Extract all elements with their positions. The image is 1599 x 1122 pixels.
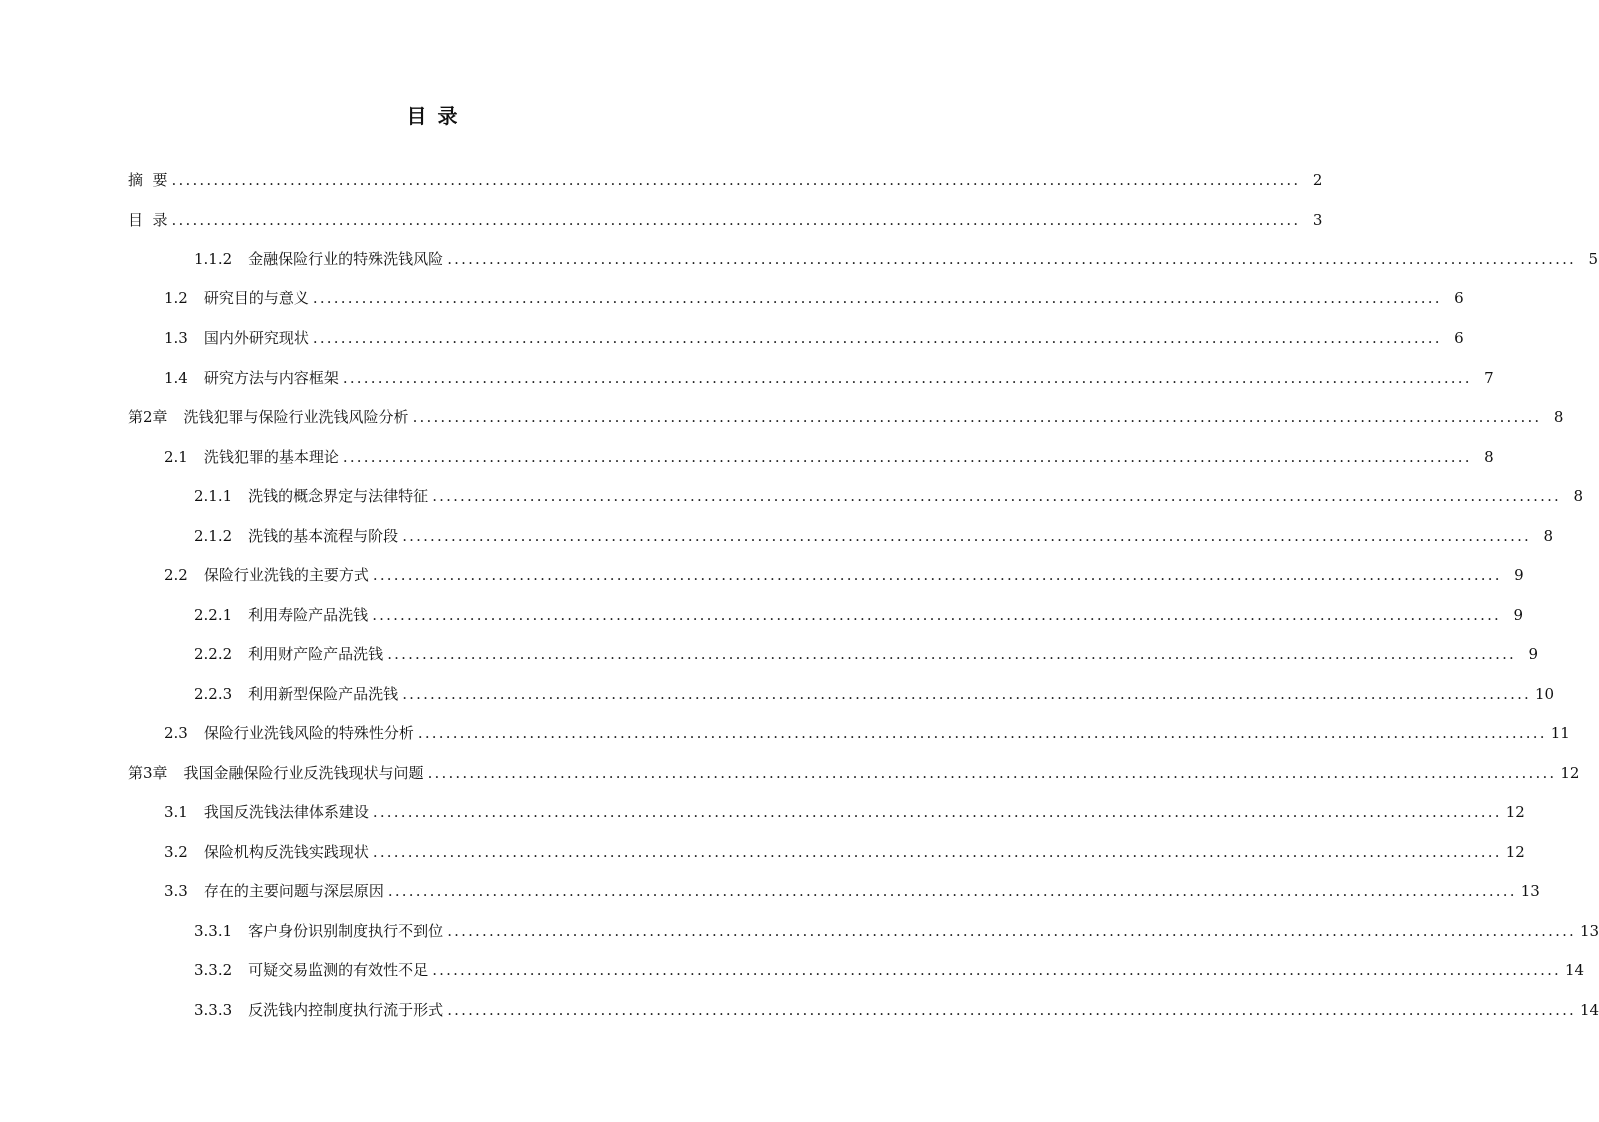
- toc-entry-text: 保险行业洗钱的主要方式: [203, 566, 369, 584]
- toc-entry-2-2-2[interactable]: [0, 634, 1539, 674]
- toc-leader-dots: ..................................................................................................................................................................: [412, 408, 1542, 426]
- toc-entry-number: 3.3.3: [194, 1001, 233, 1019]
- toc-entry-number: 第3章: [128, 764, 168, 782]
- toc-leader-dots: ..................................................................................................................................................................: [372, 803, 1502, 821]
- toc-entry-3-3[interactable]: [0, 871, 1540, 911]
- toc-entry-3-3-2[interactable]: [0, 950, 1585, 990]
- toc-entry-3-3-3[interactable]: [0, 990, 1599, 1030]
- toc-entry-2-1-1[interactable]: [0, 476, 1584, 516]
- toc-entry-number: 2.1.2: [194, 527, 233, 545]
- toc-entry-1-3[interactable]: [0, 318, 1464, 358]
- toc-leader-dots: ..................................................................................................................................................................: [387, 645, 1517, 663]
- toc-entry-number: 2.1.1: [194, 487, 233, 505]
- toc-entry-3-1[interactable]: [0, 792, 1525, 832]
- toc-title: 目 录: [406, 104, 460, 128]
- toc-entry-2-1[interactable]: [0, 437, 1494, 477]
- toc-page-number: 9: [1513, 606, 1524, 624]
- toc-page-number: 6: [1454, 329, 1464, 347]
- toc-entry-1-1-2[interactable]: [0, 239, 1599, 279]
- toc-entry-2-3[interactable]: [0, 713, 1570, 753]
- toc-entry-1-4[interactable]: [0, 358, 1494, 398]
- toc-entry-2-1-2[interactable]: [0, 516, 1554, 556]
- toc-entry-text: 洗钱的基本流程与阶段: [248, 527, 399, 545]
- toc-entry-contents[interactable]: [0, 200, 1323, 240]
- toc-page-number: 13: [1520, 882, 1540, 900]
- toc-page-number: 7: [1484, 369, 1494, 387]
- toc-entry-number: 2.2: [164, 566, 188, 584]
- toc-page-number: 6: [1454, 289, 1464, 307]
- toc-entry-chapter-2[interactable]: [0, 397, 1564, 437]
- toc-page-number: 13: [1580, 922, 1599, 940]
- toc-entry-number: 2.2.3: [194, 685, 233, 703]
- toc-entry-number: 3.3.2: [194, 961, 233, 979]
- toc-entry-text: 研究方法与内容框架: [203, 369, 339, 387]
- toc-leader-dots: ..................................................................................................................................................................: [342, 369, 1472, 387]
- toc-leader-dots: ..................................................................................................................................................................: [447, 1001, 1577, 1019]
- toc-entry-3-2[interactable]: [0, 832, 1525, 872]
- toc-entry-2-2-3[interactable]: [0, 674, 1555, 714]
- toc-page-number: 3: [1312, 211, 1323, 229]
- toc-leader-dots: ..................................................................................................................................................................: [387, 882, 1517, 900]
- toc-page-number: 5: [1588, 250, 1599, 268]
- toc-page-number: 2: [1312, 171, 1323, 189]
- toc-leader-dots: ..................................................................................................................................................................: [402, 685, 1532, 703]
- toc-page-number: 9: [1514, 566, 1524, 584]
- toc-entry-number: 第2章: [128, 408, 168, 426]
- toc-entry-text: 可疑交易监测的有效性不足: [248, 961, 429, 979]
- toc-leader-dots: ..................................................................................................................................................................: [402, 527, 1532, 545]
- toc-leader-dots: ..................................................................................................................................................................: [427, 764, 1557, 782]
- toc-page-number: 12: [1505, 843, 1525, 861]
- toc-page-number: 8: [1484, 448, 1494, 466]
- toc-leader-dots: ..................................................................................................................................................................: [171, 171, 1301, 189]
- toc-entry-number: 2.3: [164, 724, 188, 742]
- toc-entry-text: 反洗钱内控制度执行流于形式: [248, 1001, 444, 1019]
- toc-entry-number: 1.4: [164, 369, 188, 387]
- toc-page-number: 10: [1535, 685, 1555, 703]
- toc-leader-dots: ..................................................................................................................................................................: [432, 487, 1562, 505]
- toc-entry-number: 2.2.1: [194, 606, 233, 624]
- toc-leader-dots: ..................................................................................................................................................................: [372, 843, 1502, 861]
- toc-leader-dots: ..................................................................................................................................................................: [342, 448, 1472, 466]
- toc-entry-1-2[interactable]: [0, 278, 1464, 318]
- toc-entry-number: 3.1: [164, 803, 188, 821]
- toc-leader-dots: ..................................................................................................................................................................: [432, 961, 1562, 979]
- toc-entry-text: 研究目的与意义: [203, 289, 309, 307]
- toc-leader-dots: ..................................................................................................................................................................: [417, 724, 1547, 742]
- toc-entry-text: 洗钱犯罪的基本理论: [203, 448, 339, 466]
- toc-page-number: 8: [1573, 487, 1584, 505]
- toc-page-number: 9: [1528, 645, 1539, 663]
- toc-leader-dots: ..................................................................................................................................................................: [312, 329, 1442, 347]
- toc-entry-text: 利用新型保险产品洗钱: [248, 685, 399, 703]
- toc-entry-text: 保险行业洗钱风险的特殊性分析: [203, 724, 414, 742]
- toc-leader-dots: ..................................................................................................................................................................: [447, 922, 1577, 940]
- toc-entry-3-3-1[interactable]: [0, 911, 1599, 951]
- toc-page-number: 14: [1565, 961, 1585, 979]
- toc-entry-text: 我国反洗钱法律体系建设: [203, 803, 369, 821]
- toc-page-number: 8: [1553, 408, 1564, 426]
- toc-entry-text: 我国金融保险行业反洗钱现状与问题: [183, 764, 424, 782]
- toc-entry-text: 国内外研究现状: [203, 329, 309, 347]
- toc-leader-dots: ..................................................................................................................................................................: [312, 289, 1442, 307]
- toc-entry-number: 1.3: [164, 329, 188, 347]
- toc-entry-text: 摘 要: [128, 171, 168, 189]
- toc-page-number: 12: [1505, 803, 1525, 821]
- toc-page-number: 11: [1550, 724, 1570, 742]
- toc-entry-text: 洗钱犯罪与保险行业洗钱风险分析: [183, 408, 409, 426]
- toc-entry-number: 3.2: [164, 843, 188, 861]
- toc-entry-abstract[interactable]: [0, 160, 1323, 200]
- toc-leader-dots: ..................................................................................................................................................................: [372, 566, 1502, 584]
- toc-entry-text: 目 录: [128, 211, 168, 229]
- toc-entry-text: 利用寿险产品洗钱: [248, 606, 369, 624]
- toc-page-number: 8: [1543, 527, 1554, 545]
- toc-leader-dots: ..................................................................................................................................................................: [447, 250, 1577, 268]
- toc-entry-text: 存在的主要问题与深层原因: [203, 882, 384, 900]
- toc-entry-text: 客户身份识别制度执行不到位: [248, 922, 444, 940]
- toc-entry-text: 洗钱的概念界定与法律特征: [248, 487, 429, 505]
- toc-page-number: 12: [1560, 764, 1580, 782]
- toc-leader-dots: ..................................................................................................................................................................: [372, 606, 1502, 624]
- toc-entry-number: 2.1: [164, 448, 188, 466]
- toc-entry-2-2-1[interactable]: [0, 595, 1524, 635]
- toc-entry-2-2[interactable]: [0, 555, 1524, 595]
- toc-entry-text: 金融保险行业的特殊洗钱风险: [248, 250, 444, 268]
- toc-entry-number: 1.2: [164, 289, 188, 307]
- toc-entry-number: 3.3: [164, 882, 188, 900]
- toc-entry-number: 2.2.2: [194, 645, 233, 663]
- toc-page-number: 14: [1580, 1001, 1599, 1019]
- toc-leader-dots: ..................................................................................................................................................................: [171, 211, 1301, 229]
- toc-entry-number: 1.1.2: [194, 250, 233, 268]
- toc-entry-text: 利用财产险产品洗钱: [248, 645, 384, 663]
- toc-entry-text: 保险机构反洗钱实践现状: [203, 843, 369, 861]
- toc-entry-chapter-3[interactable]: [0, 753, 1580, 793]
- toc-entry-number: 3.3.1: [194, 922, 233, 940]
